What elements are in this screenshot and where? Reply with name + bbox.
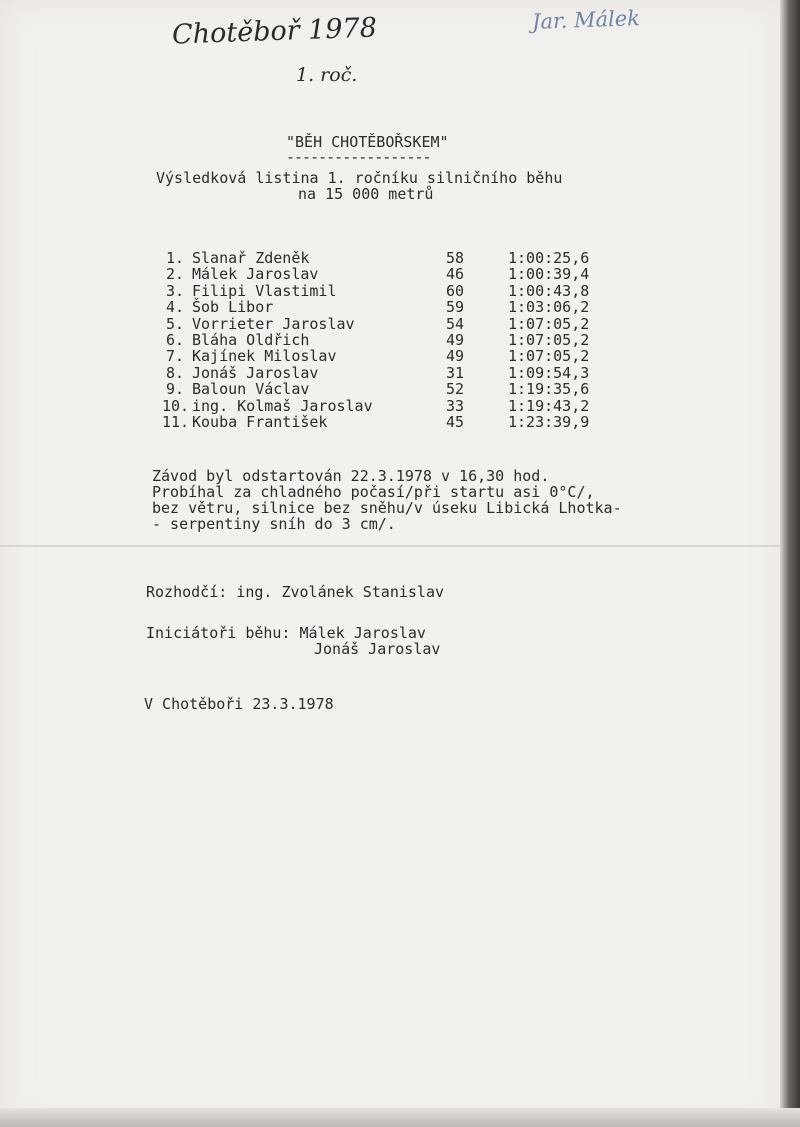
handwritten-note-top-right: Jar. Málek (531, 6, 641, 34)
result-place: 5. (165, 314, 184, 333)
result-time: 1:19:35,6 (508, 380, 590, 399)
result-place: 10. (162, 396, 190, 415)
result-age: 46 (445, 265, 464, 284)
race-note-line-4: - serpentiny sníh do 3 cm/. (152, 515, 396, 533)
result-age: 54 (445, 314, 464, 333)
result-place: 8. (165, 363, 184, 382)
result-age: 45 (445, 413, 464, 431)
result-name: Kajínek Miloslav (192, 347, 337, 366)
result-place: 1. (165, 249, 184, 267)
result-name: Baloun Václav (192, 380, 310, 399)
result-time: 1:07:05,2 (508, 347, 590, 366)
subtitle-line-2: na 15 000 metrů (298, 185, 434, 203)
handwritten-note-subnote: 1. roč. (296, 64, 358, 86)
result-name: ing. Kolmaš Jaroslav (192, 396, 373, 415)
result-time: 1:03:06,2 (508, 298, 590, 317)
result-name: Filipi Vlastimil (192, 281, 337, 300)
result-age: 49 (445, 331, 464, 349)
place-date-line: V Chotěboři 23.3.1978 (144, 695, 334, 713)
result-age: 60 (445, 281, 464, 300)
result-time: 1:09:54,3 (508, 363, 590, 382)
page-title: "BĚH CHOTĚBOŘSKEM" (286, 133, 449, 151)
result-row (0, 316, 780, 332)
result-row (0, 381, 780, 397)
race-note-line-3: bez větru, silnice bez sněhu/v úseku Libická Lhotka- (152, 499, 622, 517)
result-row (0, 283, 780, 299)
result-name: Málek Jaroslav (192, 265, 319, 284)
page-edge-bottom (0, 1108, 800, 1127)
result-place: 11. (162, 413, 190, 431)
result-age: 52 (445, 380, 464, 399)
result-time: 1:00:43,8 (508, 281, 590, 300)
result-time: 1:00:25,6 (508, 249, 590, 267)
result-time: 1:00:39,4 (508, 265, 590, 284)
result-name: Bláha Oldřich (192, 331, 310, 349)
result-age: 33 (445, 396, 464, 415)
title-underline: ------------------ (286, 148, 431, 166)
result-age: 49 (445, 347, 464, 366)
initiators-line-1: Iniciátoři běhu: Málek Jaroslav (146, 624, 426, 642)
result-place: 4. (165, 298, 184, 317)
results-table (0, 250, 780, 430)
paper-fold (0, 545, 780, 547)
result-place: 6. (165, 331, 184, 349)
result-name: Vorrieter Jaroslav (192, 314, 355, 333)
result-row (0, 250, 780, 266)
race-note-line-1: Závod byl odstartován 22.3.1978 v 16,30 hod. (152, 467, 550, 485)
result-row (0, 266, 780, 282)
result-time: 1:07:05,2 (508, 314, 590, 333)
result-row (0, 398, 780, 414)
result-row (0, 299, 780, 315)
result-row (0, 332, 780, 348)
result-time: 1:07:05,2 (508, 331, 590, 349)
result-name: Jonáš Jaroslav (192, 363, 319, 382)
subtitle-line-1: Výsledková listina 1. ročníku silničního běhu (156, 169, 563, 187)
result-name: Kouba František (192, 413, 328, 431)
result-name: Šob Libor (192, 298, 274, 317)
handwritten-note-top-left: Chotěboř 1978 (171, 12, 378, 51)
result-time: 1:23:39,9 (508, 413, 590, 431)
result-place: 2. (165, 265, 184, 284)
result-row (0, 365, 780, 381)
result-row (0, 348, 780, 364)
initiators-line-2: Jonáš Jaroslav (314, 640, 441, 658)
result-place: 3. (165, 281, 184, 300)
result-name: Slanař Zdeněk (192, 249, 310, 267)
race-note-line-2: Probíhal za chladného počasí/při startu asi 0°C/, (152, 483, 595, 501)
result-age: 58 (445, 249, 464, 267)
result-place: 9. (165, 380, 184, 399)
result-age: 31 (445, 363, 464, 382)
referee-line: Rozhodčí: ing. Zvolánek Stanislav (146, 583, 445, 601)
result-time: 1:19:43,2 (508, 396, 590, 415)
result-age: 59 (445, 298, 464, 317)
result-place: 7. (165, 347, 184, 366)
result-row (0, 414, 780, 430)
page-edge-shadow (780, 0, 800, 1127)
